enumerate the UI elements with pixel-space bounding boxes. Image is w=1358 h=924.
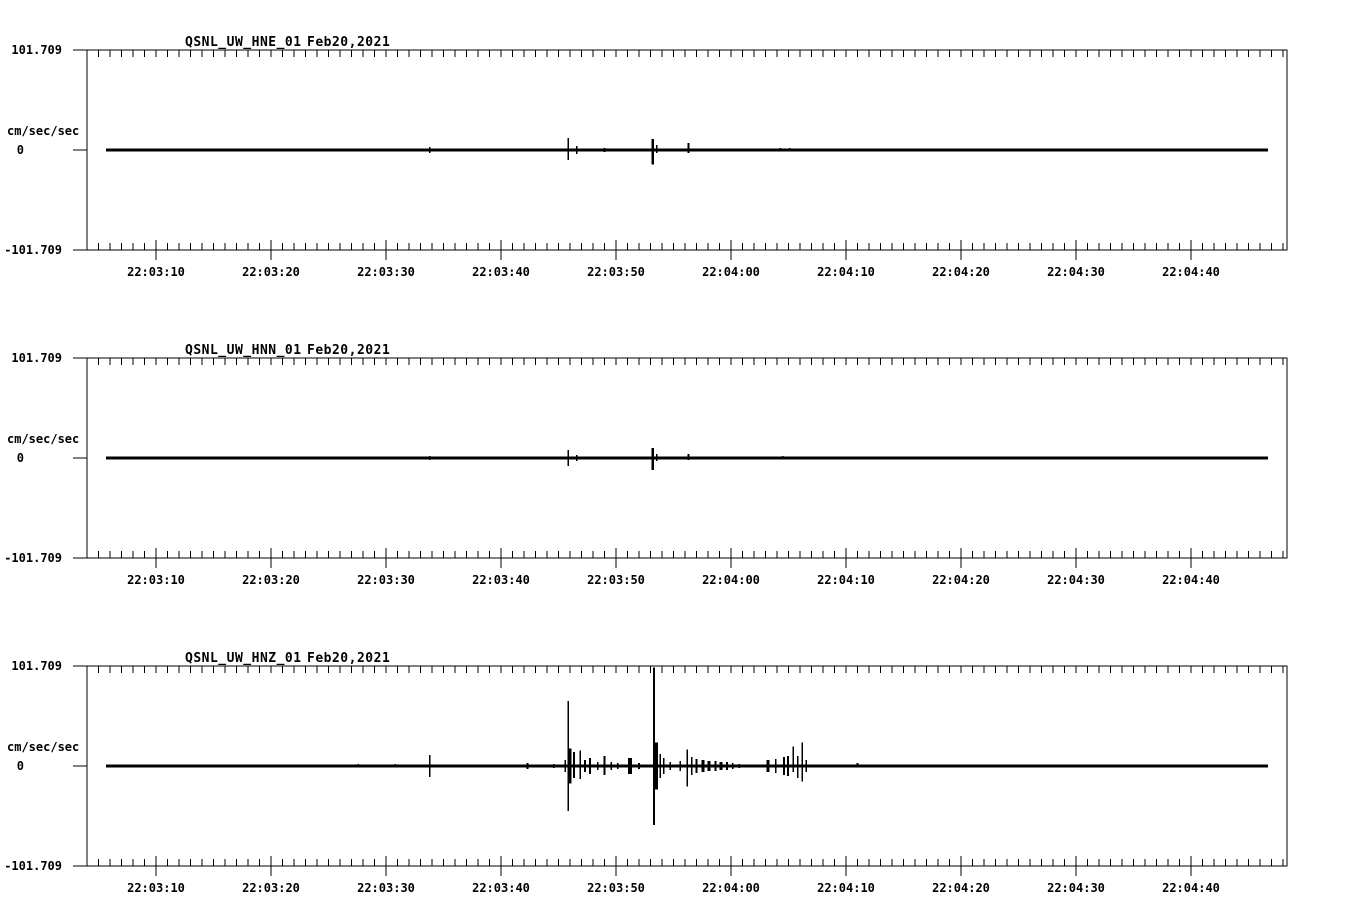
panel-title-station: QSNL_UW_HNE_01 (185, 35, 302, 50)
x-tick-label: 22:03:40 (472, 265, 530, 279)
y-axis-min-label: -101.709 (4, 859, 62, 873)
x-tick-label: 22:03:30 (357, 265, 415, 279)
y-axis-zero-label: 0 (16, 759, 24, 773)
panel-title-date: Feb20,2021 (307, 651, 391, 666)
panel-title-station: QSNL_UW_HNN_01 (185, 343, 302, 358)
x-tick-label: 22:04:10 (817, 265, 875, 279)
x-tick-label: 22:04:00 (702, 573, 760, 587)
x-tick-label: 22:04:20 (932, 881, 990, 895)
x-tick-label: 22:03:50 (587, 573, 645, 587)
x-tick-label: 22:03:20 (242, 881, 300, 895)
generated-layer (73, 358, 1287, 587)
x-tick-label: 22:04:40 (1162, 573, 1220, 587)
generated-layer (73, 50, 1287, 279)
y-axis-min-label: -101.709 (4, 243, 62, 257)
x-tick-label: 22:03:40 (472, 881, 530, 895)
panel-hnn (0, 308, 1358, 616)
y-axis-max-label: 101.709 (11, 351, 62, 365)
x-tick-label: 22:03:10 (127, 881, 185, 895)
x-tick-label: 22:03:30 (357, 573, 415, 587)
x-tick-label: 22:03:30 (357, 881, 415, 895)
panel-title-date: Feb20,2021 (307, 35, 391, 50)
x-tick-label: 22:04:20 (932, 573, 990, 587)
panel-hne (0, 0, 1358, 308)
y-axis-min-label: -101.709 (4, 551, 62, 565)
x-tick-label: 22:03:50 (587, 881, 645, 895)
x-tick-label: 22:04:40 (1162, 265, 1220, 279)
y-axis-unit-label: cm/sec/sec (7, 432, 80, 446)
hnz-waveform-plot (0, 616, 1358, 924)
panel-title-station: QSNL_UW_HNZ_01 (185, 651, 302, 666)
y-axis-unit-label: cm/sec/sec (7, 740, 80, 754)
x-tick-label: 22:03:10 (127, 573, 185, 587)
generated-layer (73, 666, 1287, 895)
x-tick-label: 22:04:30 (1047, 265, 1105, 279)
x-tick-label: 22:03:50 (587, 265, 645, 279)
x-tick-label: 22:04:30 (1047, 881, 1105, 895)
x-tick-label: 22:04:10 (817, 881, 875, 895)
hnn-waveform-plot (0, 308, 1358, 616)
y-axis-unit-label: cm/sec/sec (7, 124, 80, 138)
y-axis-zero-label: 0 (16, 143, 24, 157)
x-tick-label: 22:04:40 (1162, 881, 1220, 895)
panel-hnz (0, 616, 1358, 924)
panel-title-date: Feb20,2021 (307, 343, 391, 358)
x-tick-label: 22:03:20 (242, 573, 300, 587)
x-tick-label: 22:04:00 (702, 881, 760, 895)
y-axis-zero-label: 0 (16, 451, 24, 465)
y-axis-max-label: 101.709 (11, 43, 62, 57)
x-tick-label: 22:04:30 (1047, 573, 1105, 587)
x-tick-label: 22:03:10 (127, 265, 185, 279)
x-tick-label: 22:03:40 (472, 573, 530, 587)
x-tick-label: 22:04:10 (817, 573, 875, 587)
x-tick-label: 22:04:20 (932, 265, 990, 279)
x-tick-label: 22:03:20 (242, 265, 300, 279)
x-tick-label: 22:04:00 (702, 265, 760, 279)
y-axis-max-label: 101.709 (11, 659, 62, 673)
hne-waveform-plot (0, 0, 1358, 308)
